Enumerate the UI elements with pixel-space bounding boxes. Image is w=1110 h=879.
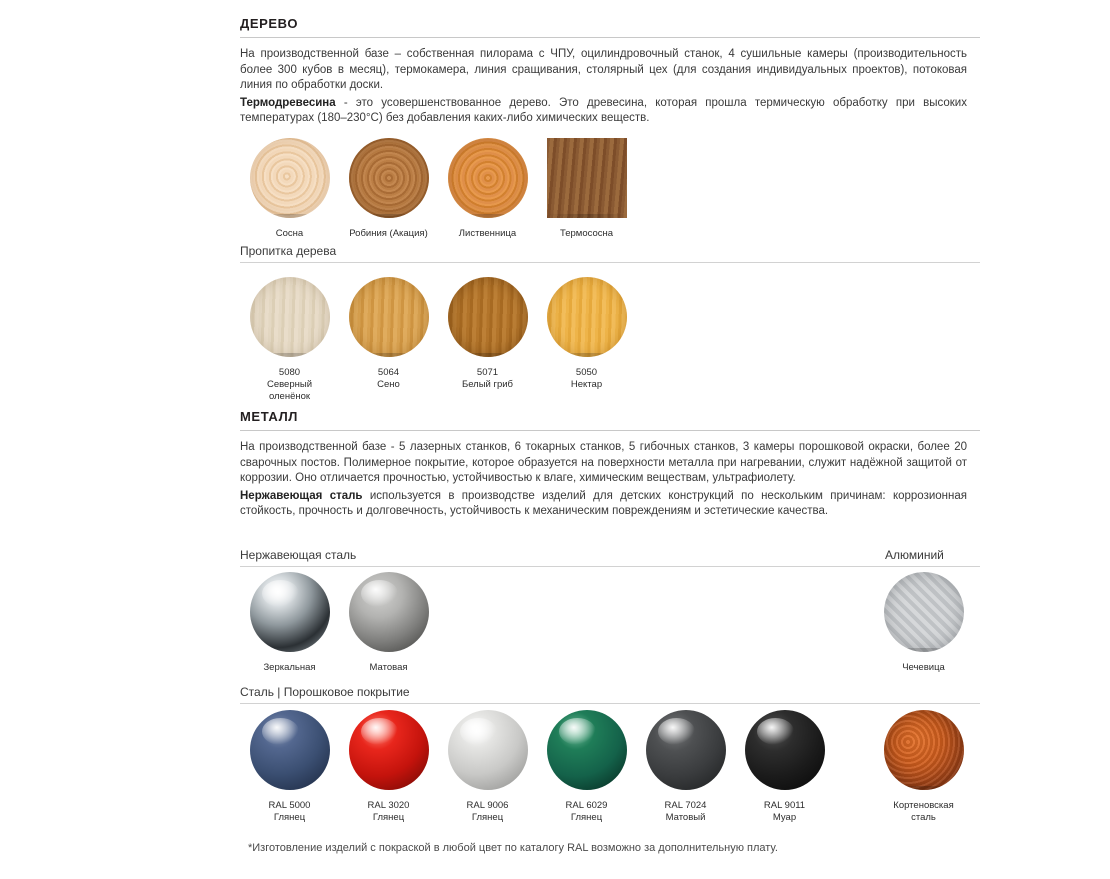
ral-9006-code: RAL 9006 [466, 800, 509, 811]
metal-paragraph-2-rest: используется в производстве изделий для детских конструкций по нескольким причинам: коррозионная стойкость, прочность и долговечность, устойчивость к механическим повреждениям и эстетические качества. [240, 489, 967, 517]
impregnation-title: Пропитка дерева [240, 244, 337, 258]
swatch-sosna[interactable] [240, 138, 339, 240]
listvennica-disc-icon [448, 138, 528, 218]
ral-5000-finish: Глянец [273, 812, 306, 823]
matte-sphere-icon [349, 572, 429, 652]
ral-5000-sphere-icon [250, 710, 330, 790]
swatch-5080[interactable] [240, 277, 339, 403]
swatch-matte-steel[interactable] [339, 572, 438, 674]
sosna-disc-icon [250, 138, 330, 218]
imp-5080-disc-icon [250, 277, 330, 357]
imp-5064-code: 5064 [377, 367, 400, 378]
matte-label: Матовая [369, 662, 408, 673]
impregnation-row [240, 277, 636, 403]
metal-section-title: МЕТАЛЛ [240, 409, 299, 424]
wood-species-row [240, 138, 636, 240]
metal-section-divider [240, 430, 980, 431]
swatch-aluminium-lentil[interactable] [874, 572, 973, 674]
swatch-ral-7024[interactable] [636, 710, 735, 824]
mirror-sphere-icon [250, 572, 330, 652]
stainless-block [240, 544, 980, 567]
ral-9011-sphere-icon [745, 710, 825, 790]
ral-7024-finish: Матовый [665, 812, 706, 823]
swatch-robinia[interactable] [339, 138, 438, 240]
imp-5080-name2: оленёнок [268, 391, 311, 402]
wood-section-title: ДЕРЕВО [240, 16, 299, 31]
impregnation-divider [240, 262, 980, 263]
footnote: *Изготовление изделий с покраской в любой цвет по каталогу RAL возможно за дополнительную плату. [248, 842, 778, 854]
metal-paragraph-1: На производственной базе - 5 лазерных станков, 6 токарных станков, 5 гибочных станков, 3 камеры порошковой окраски, более 20 сварочных постов. Полимерное покрытие, которое образуется на поверхности металла при нагревании, служит надёжной защитой от коррозии. Оно отличается прочностью, устойчивостью к влаге, химическим веществам, ультрафиолету. [240, 441, 967, 484]
corten-row [874, 710, 973, 824]
swatch-5071[interactable] [438, 277, 537, 403]
imp-5080-name: Северный [266, 379, 313, 390]
ral-3020-finish: Глянец [372, 812, 405, 823]
swatch-termososna[interactable] [537, 138, 636, 240]
imp-5071-code: 5071 [476, 367, 499, 378]
imp-5050-code: 5050 [575, 367, 598, 378]
ral-3020-code: RAL 3020 [367, 800, 410, 811]
robinia-label: Робиния (Акация) [349, 228, 428, 239]
powder-row [240, 710, 834, 824]
imp-5064-disc-icon [349, 277, 429, 357]
aluminium-block [885, 544, 1005, 562]
wood-paragraph-1: На производственной базе – собственная пилорама с ЧПУ, оцилиндровочный станок, 4 сушильные камеры (производительность более 300 кубов в месяц), термокамера, линия сращивания, столярный цех (для создания индивидуальных проектов), потоковая линия по обработки доски. [240, 48, 967, 91]
stainless-title: Нержавеющая сталь [240, 548, 357, 562]
powder-title: Сталь | Порошковое покрытие [240, 685, 410, 699]
corten-label-2: сталь [911, 812, 936, 823]
swatch-corten[interactable] [874, 710, 973, 824]
powder-divider [240, 703, 980, 704]
ral-7024-code: RAL 7024 [664, 800, 707, 811]
aluminium-row [874, 572, 973, 674]
ral-9006-finish: Глянец [471, 812, 504, 823]
metal-paragraph-2-bold: Нержавеющая сталь [240, 489, 363, 502]
corten-disc-icon [884, 710, 964, 790]
swatch-5050[interactable] [537, 277, 636, 403]
imp-5050-disc-icon [547, 277, 627, 357]
swatch-ral-9006[interactable] [438, 710, 537, 824]
imp-5050-name: Нектар [570, 379, 603, 390]
ral-5000-code: RAL 5000 [268, 800, 311, 811]
wood-impregnation-block [240, 240, 980, 263]
swatch-ral-3020[interactable] [339, 710, 438, 824]
ral-7024-sphere-icon [646, 710, 726, 790]
ral-6029-sphere-icon [547, 710, 627, 790]
listvennica-label: Лиственница [458, 228, 517, 239]
robinia-disc-icon [349, 138, 429, 218]
mirror-label: Зеркальная [263, 662, 316, 673]
termososna-label: Термососна [559, 228, 614, 239]
ral-9011-code: RAL 9011 [763, 800, 806, 811]
corten-label: Кортеновская [893, 800, 954, 811]
metal-section [240, 409, 980, 520]
imp-5071-disc-icon [448, 277, 528, 357]
imp-5080-code: 5080 [278, 367, 301, 378]
ral-3020-sphere-icon [349, 710, 429, 790]
swatch-listvennica[interactable] [438, 138, 537, 240]
ral-9011-finish: Муар [772, 812, 797, 823]
wood-paragraph-2 [240, 96, 967, 127]
aluminium-title: Алюминий [885, 548, 944, 562]
ral-6029-code: RAL 6029 [565, 800, 608, 811]
swatch-ral-5000[interactable] [240, 710, 339, 824]
aluminium-label: Чечевица [902, 662, 945, 673]
powder-block [240, 681, 980, 704]
wood-section [240, 16, 980, 127]
ral-9006-sphere-icon [448, 710, 528, 790]
aluminium-disc-icon [884, 572, 964, 652]
swatch-ral-6029[interactable] [537, 710, 636, 824]
wood-section-divider [240, 37, 980, 38]
swatch-mirror-steel[interactable] [240, 572, 339, 674]
imp-5064-name: Сено [377, 379, 400, 390]
wood-paragraph-2-rest: - это усовершенствованное дерево. Это древесина, которая прошла термическую обработку при высоких температурах (180–230°C) без добавления каких-либо химических веществ. [240, 96, 967, 124]
sosna-label: Сосна [275, 228, 304, 239]
termososna-board-icon [547, 138, 627, 218]
stainless-divider [240, 566, 980, 567]
ral-6029-finish: Глянец [570, 812, 603, 823]
swatch-5064[interactable] [339, 277, 438, 403]
swatch-ral-9011[interactable] [735, 710, 834, 824]
imp-5071-name: Белый гриб [461, 379, 514, 390]
wood-paragraph-2-bold: Термодревесина [240, 96, 336, 109]
metal-paragraph-2 [240, 489, 967, 520]
stainless-row [240, 572, 438, 674]
